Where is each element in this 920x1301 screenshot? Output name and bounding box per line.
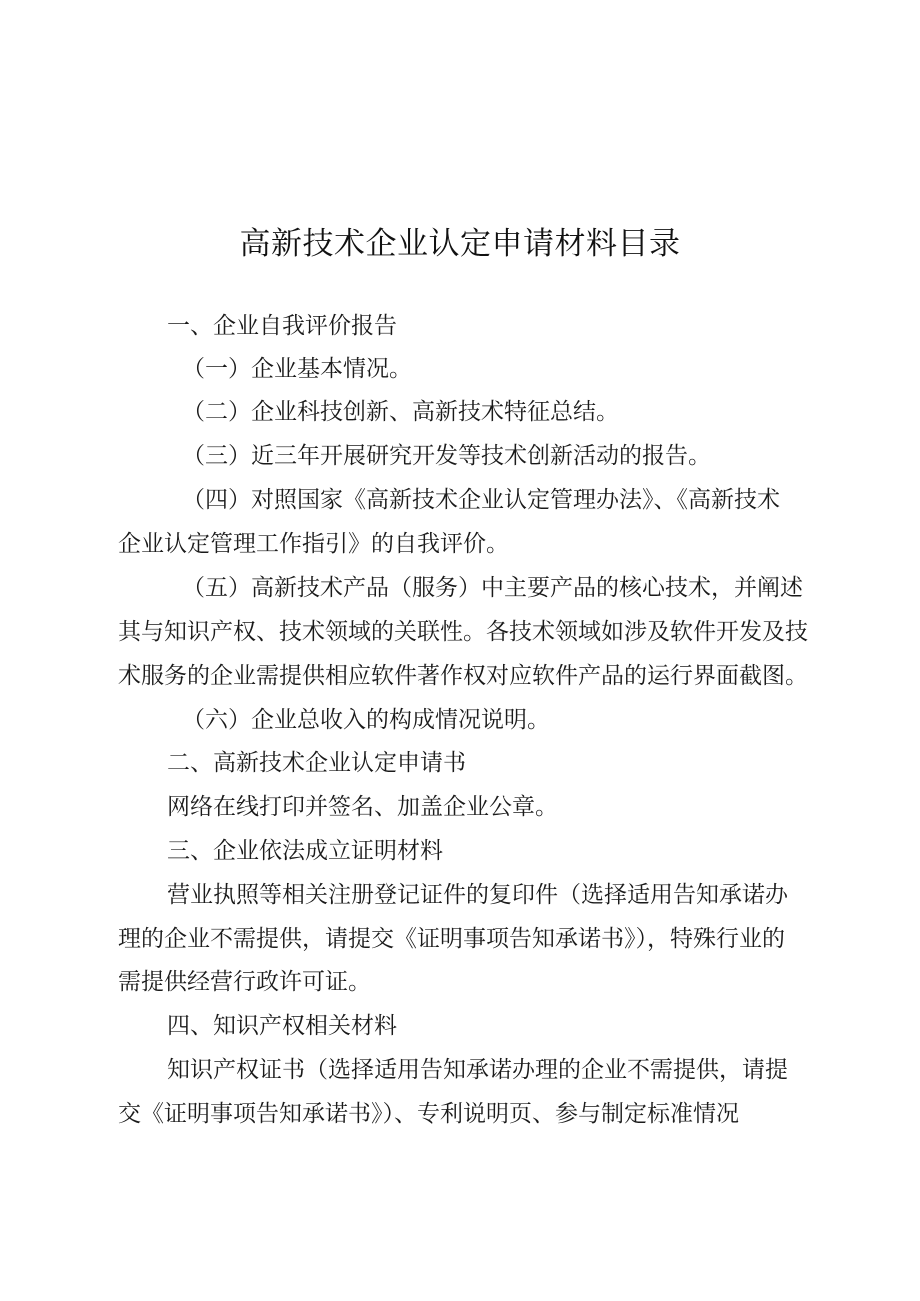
section-heading-2: 二、高新技术企业认定申请书 <box>167 750 466 776</box>
list-item: （二）企业科技创新、高新技术特征总结。 <box>182 399 619 425</box>
paragraph-line: 企业认定管理工作指引》的自我评价。 <box>118 531 509 557</box>
paragraph-line: 营业执照等相关注册登记证件的复印件（选择适用告知承诺办 <box>167 882 788 908</box>
paragraph-line: 理的企业不需提供，请提交《证明事项告知承诺书》），特殊行业的 <box>118 926 785 952</box>
section-heading-1: 一、企业自我评价报告 <box>167 313 397 339</box>
paragraph-line: 交《证明事项告知承诺书》）、专利说明页、参与制定标准情况 <box>118 1101 739 1127</box>
list-item: （四）对照国家《高新技术企业认定管理办法》、《高新技术 <box>182 487 780 513</box>
list-item: （五）高新技术产品（服务）中主要产品的核心技术，并阐述 <box>182 575 803 601</box>
paragraph-line: 知识产权证书（选择适用告知承诺办理的企业不需提供，请提 <box>167 1057 788 1083</box>
section-heading-3: 三、企业依法成立证明材料 <box>167 838 443 864</box>
section-heading-4: 四、知识产权相关材料 <box>167 1013 397 1039</box>
list-item: （六）企业总收入的构成情况说明。 <box>182 707 550 733</box>
list-item: （三）近三年开展研究开发等技术创新活动的报告。 <box>182 443 711 469</box>
paragraph-line: 网络在线打印并签名、加盖企业公章。 <box>167 794 558 820</box>
paragraph-line: 术服务的企业需提供相应软件著作权对应软件产品的运行界面截图。 <box>118 663 808 689</box>
list-item: （一）企业基本情况。 <box>182 356 412 382</box>
paragraph-line: 其与知识产权、技术领域的关联性。各技术领域如涉及软件开发及技 <box>118 619 808 645</box>
document-title: 高新技术企业认定申请材料目录 <box>239 226 681 262</box>
paragraph-line: 需提供经营行政许可证。 <box>118 969 371 995</box>
